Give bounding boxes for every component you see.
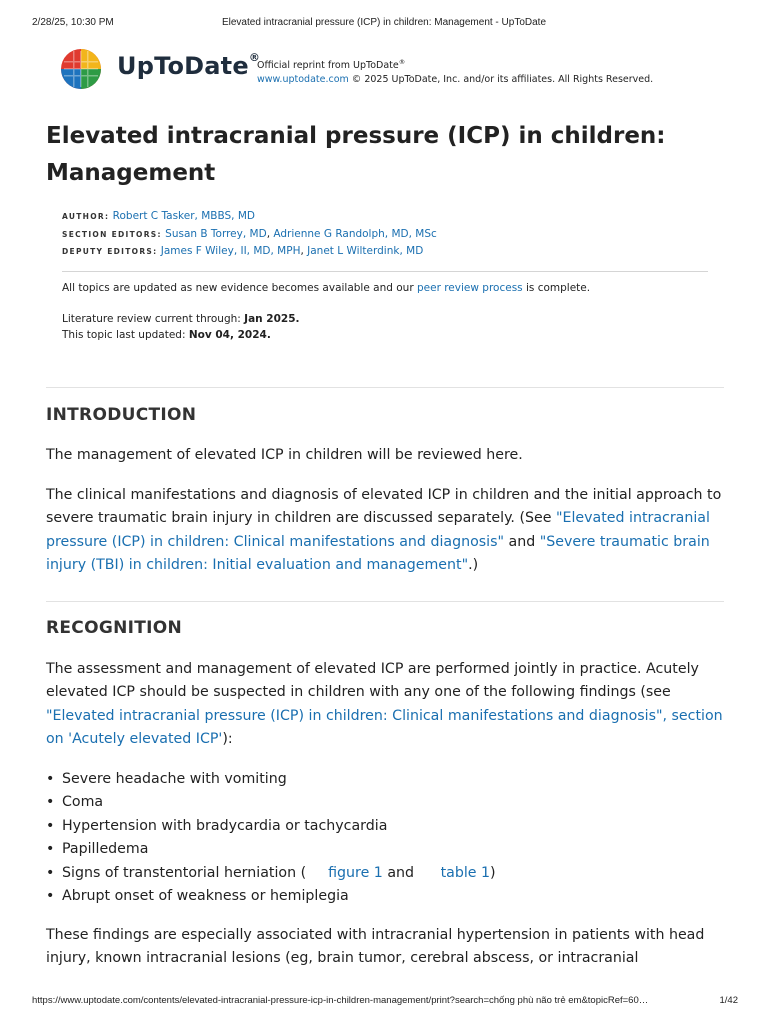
figure-1-link[interactable]: figure 1 [328, 864, 383, 881]
author-link[interactable]: Robert C Tasker, MBBS, MD [112, 210, 255, 222]
deputy-editors-row: DEPUTY EDITORS: James F Wiley, II, MD, MPH, Janet L Wilterdink, MD [62, 245, 424, 257]
table-1-link[interactable]: table 1 [440, 864, 491, 881]
author-label: AUTHOR: [62, 212, 110, 221]
list-item: • Abrupt onset of weakness or hemiplegia [46, 885, 496, 908]
print-page-title: Elevated intracranial pressure (ICP) in children: Management - UpToDate [221, 17, 547, 28]
clinical-manifestations-link[interactable]: "Elevated intracranial pressure (ICP) in children: Clinical manifestations and diagnosis" [46, 510, 710, 550]
list-item: • Papilledema [46, 838, 496, 861]
author-row [62, 208, 437, 226]
print-footer [0, 995, 768, 1009]
review-dates: Literature review current through: Jan 2025. This topic last updated: Nov 04, 2024. [62, 313, 300, 341]
deputy-editor-link[interactable]: Janet L Wilterdink, MD [307, 245, 424, 257]
update-status: All topics are updated as new evidence becomes available and our peer review process is complete. [62, 282, 591, 294]
print-header [0, 17, 768, 31]
lit-review-date: Jan 2025. [244, 313, 300, 325]
divider [46, 601, 724, 602]
uptodate-logo-icon [60, 48, 102, 90]
list-item: • Coma [46, 791, 496, 814]
recognition-paragraph: These findings are especially associated with intracranial hypertension in patients with head injury, known intracranial lesions (eg, brain tumor, cerebral abscess, or intracranial [46, 927, 705, 967]
section-editor-link[interactable]: Susan B Torrey, MD [165, 227, 267, 240]
page-number: 1/42 [719, 995, 738, 1006]
last-updated-date: Nov 04, 2024. [188, 329, 271, 341]
page-title: Elevated intracranial pressure (ICP) in children: Management [46, 123, 666, 186]
severe-tbi-link[interactable]: "Severe traumatic brain injury (TBI) in children: Initial evaluation and management" [46, 533, 710, 574]
section-editors-label: SECTION EDITORS: [62, 229, 162, 239]
uptodate-site-link[interactable]: www.uptodate.com [257, 74, 349, 86]
section-editors-row: SECTION EDITORS: Susan B Torrey, MD, Adrienne G Randolph, MD, MSc [62, 227, 437, 240]
peer-review-link[interactable]: peer review process [416, 282, 523, 294]
recognition-heading: RECOGNITION [46, 618, 183, 638]
recognition-paragraph: The assessment and management of elevated ICP are performed jointly in practice. Acutely elevated ICP should be suspected in children with any one of the following findings (see "Elevated intracranial pressure (ICP) in children: Clinical manifestations and diagnosis", section on 'Acutely elevated ICP'): [46, 661, 723, 748]
article-contributors [62, 208, 437, 261]
print-date: 2/28/25, 10:30 PM [32, 17, 114, 28]
findings-list [46, 768, 496, 908]
brand-name: UpToDate® [117, 51, 261, 80]
print-url: https://www.uptodate.com/contents/elevated-intracranial-pressure-icp-in-children-management/print?search=chống phù não trẻ em&topicRef=60… [32, 995, 649, 1006]
deputy-editors-label: DEPUTY EDITORS: [62, 247, 158, 256]
list-item: • Signs of transtentorial herniation ( figure 1 and table 1) [46, 862, 496, 885]
list-item: • Hypertension with bradycardia or tachycardia [46, 815, 496, 838]
introduction-paragraph: The clinical manifestations and diagnosis of elevated ICP in children and the initial approach to severe traumatic brain injury in children are discussed separately. (See "Elevated intracranial pressure (ICP) in children: Clinical manifestations and diagnosis" and "Severe traumatic brain injury (TBI) in children: Initial evaluation and management".) [46, 487, 722, 574]
divider [62, 271, 708, 272]
deputy-editor-link[interactable]: James F Wiley, II, MD, MPH [160, 245, 301, 257]
section-editor-link[interactable]: Adrienne G Randolph, MD, MSc [273, 227, 437, 240]
reprint-notice: Official reprint from UpToDate® www.uptodate.com © 2025 UpToDate, Inc. and/or its affiliates. All Rights Reserved. [257, 58, 654, 86]
divider [46, 387, 724, 388]
acutely-elevated-icp-link[interactable]: "Elevated intracranial pressure (ICP) in children: Clinical manifestations and diagnosis", section on 'Acutely elevated ICP' [46, 707, 723, 748]
list-item: • Severe headache with vomiting [46, 768, 496, 791]
introduction-paragraph: The management of elevated ICP in children will be reviewed here. [46, 447, 523, 463]
introduction-heading: INTRODUCTION [46, 405, 197, 425]
